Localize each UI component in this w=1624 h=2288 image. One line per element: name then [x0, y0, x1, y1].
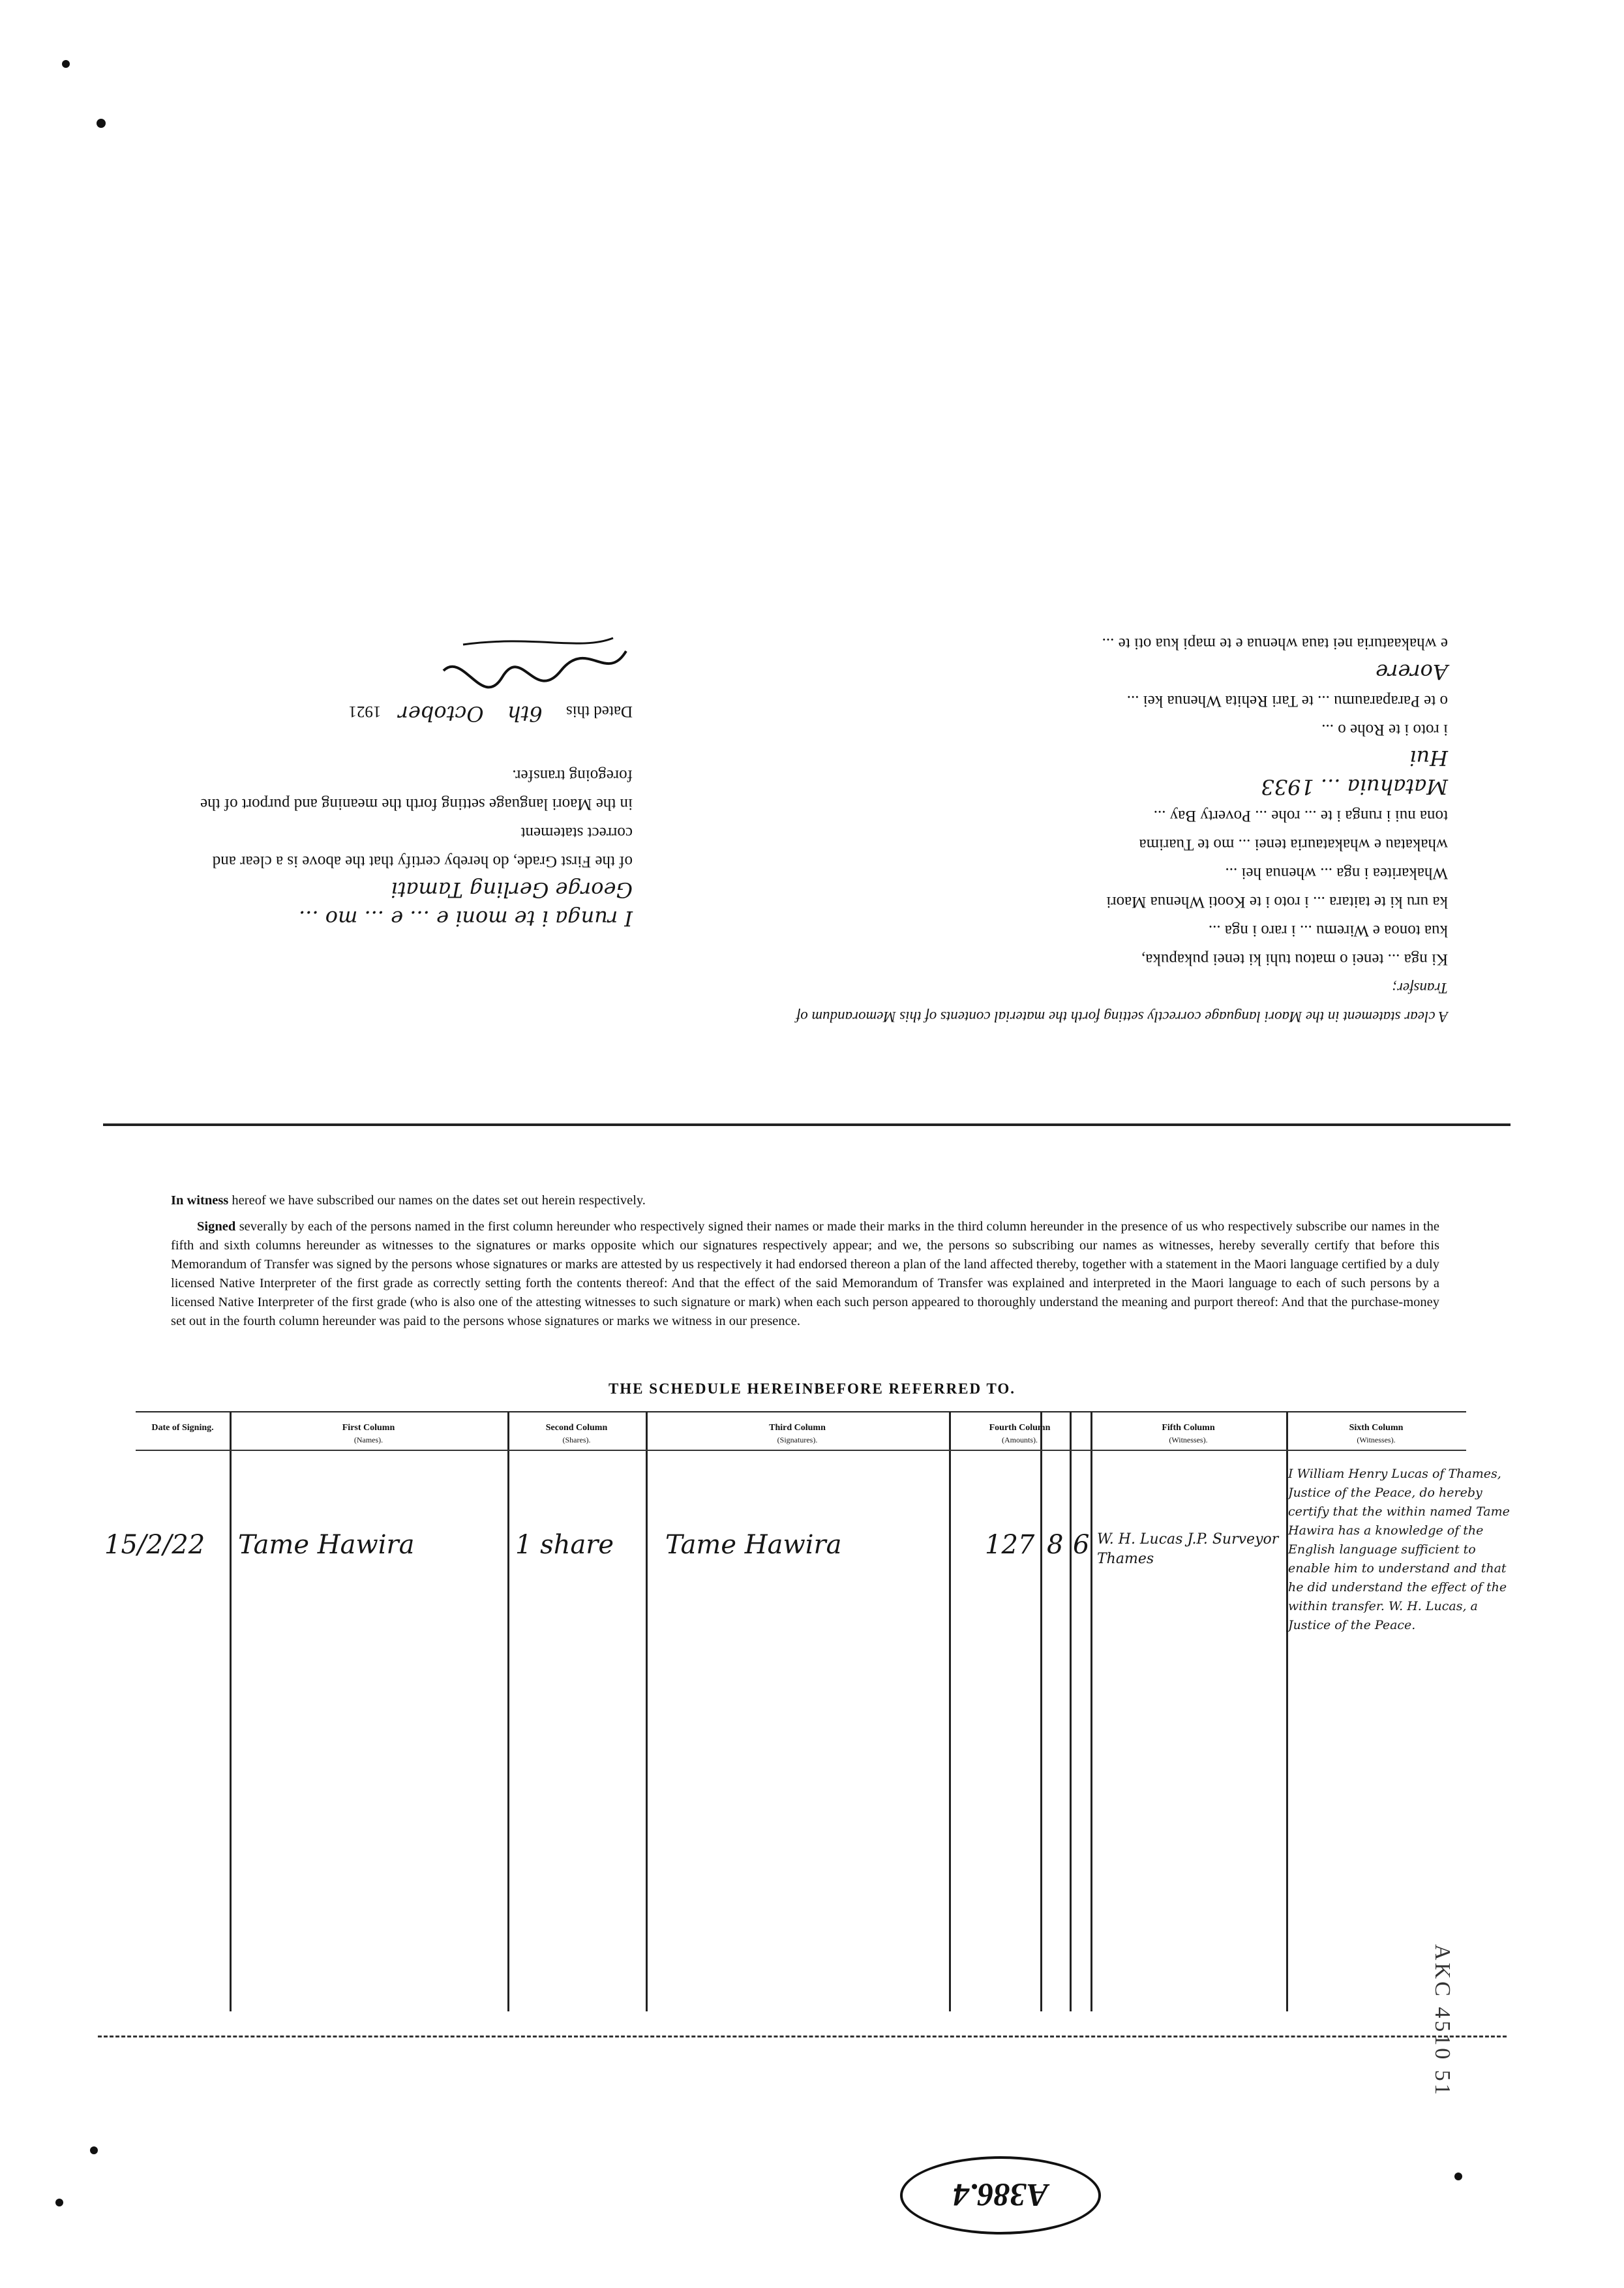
- maori-line: ka uru ki te taitara ... i roto i te Kooti Whenua Maori: [1106, 893, 1448, 911]
- scan-speck: [97, 119, 106, 128]
- maori-line: kua tonoa e Wiremu ... i raro i nga ...: [1208, 922, 1448, 939]
- interpreter-signature: [437, 632, 633, 690]
- scan-speck: [62, 60, 70, 68]
- attestation-paragraph: [171, 1217, 1439, 1331]
- bottom-rule: [98, 2036, 1507, 2037]
- header-third-column: Third Column (Signatures).: [769, 1423, 826, 1444]
- header-underline: [136, 1450, 1466, 1451]
- cell-signature: Tame Hawira: [665, 1530, 842, 1560]
- dated-day: 6th: [507, 701, 543, 726]
- column-rule: [1040, 1411, 1042, 2011]
- schedule-top-rule: [136, 1411, 1466, 1412]
- maori-line: Ki nga ... tenei o matou tuhi ki tenei pukapuka,: [1141, 951, 1448, 968]
- header-date: Date of Signing.: [151, 1423, 214, 1433]
- cell-name: Tame Hawira: [238, 1530, 415, 1560]
- scan-speck: [55, 2199, 63, 2206]
- maori-line: i roto i te Rohe o ...: [1321, 721, 1448, 739]
- header-second-column: Second Column (Shares).: [545, 1423, 608, 1444]
- certification-line: in the Maori language setting forth the meaning and purport of the foregoing transfer.: [200, 767, 633, 813]
- handwritten-entry: Matahuia ... 1933: [1261, 774, 1448, 799]
- cell-amount-pounds: 127: [985, 1530, 1035, 1560]
- signed-lead: Signed: [197, 1219, 236, 1234]
- column-rule: [1070, 1411, 1072, 2011]
- maori-line: Whakaritea i nga ... whenua hei ...: [1225, 864, 1448, 882]
- dated-year: 1921: [348, 703, 382, 720]
- column-rule: [646, 1411, 648, 2011]
- column-rule: [230, 1411, 232, 2011]
- in-witness-lead: In witness: [171, 1193, 229, 1208]
- certification-line: of the First Grade, do hereby certify that the above is a clear and correct statement: [212, 824, 633, 870]
- header-first-column: First Column (Names).: [342, 1423, 395, 1444]
- cell-witness-fifth: W. H. Lucas J.P. Surveyor Thames: [1097, 1531, 1279, 1567]
- maori-statement-block: [163, 365, 1448, 1031]
- attestation-text: severally by each of the persons named in the first column hereunder who respectively signed their names or made their marks in the third column hereunder in the presence of us who respectively subscribe our names in the fifth and sixth columns hereunder as witnesses to the signatures or marks opposite which our signatures respectively appear; and we, the persons so subscribing our names as witnesses, hereby severally certify that before this Memorandum of Transfer was signed by the persons whose signatures or marks are attested by us respectively it had endorsed thereon a plan of the land affected thereby, together with a statement in the Maori language certified by a duly licensed Native Interpreter of the first grade as correctly setting forth the contents thereof: And that the effect of the said Memorandum of Transfer was explained and interpreted in the Maori language to each of such persons by a licensed Native Interpreter of the first grade (who is also one of the attesting witnesses to such signature or mark) when each such person appeared to thoroughly understand the meaning and purport thereof: And that the purchase-money set out in the fourth column hereunder was paid to the persons whose signatures or marks we witness in our presence.: [171, 1219, 1440, 1328]
- handwritten-entry: Aorere: [1376, 660, 1448, 684]
- dated-prefix: Dated this: [565, 703, 633, 720]
- schedule-title: THE SCHEDULE HEREINBEFORE REFERRED TO.: [608, 1380, 1016, 1397]
- maori-line: whakatau e whakatauria tenei ... mo te Tuarima: [1139, 836, 1448, 853]
- column-rule: [1090, 1411, 1092, 2011]
- maori-line: tona nui i runga i te ... rohe ... Poverty Bay ...: [1153, 807, 1448, 825]
- header-fourth-column: Fourth Column (Amounts).: [989, 1423, 1051, 1444]
- interpreter-name: George Gerling Tamati: [391, 877, 633, 902]
- witness-intro: [171, 1191, 1439, 1210]
- cell-amount-shillings: 8: [1047, 1530, 1064, 1560]
- dated-month: October: [398, 701, 484, 726]
- cell-date: 15/2/22: [104, 1530, 205, 1560]
- cell-share: 1 share: [515, 1530, 614, 1560]
- column-rule: [949, 1411, 951, 2011]
- scan-speck: [90, 2146, 98, 2154]
- interpreter-paragraph: I runga i te moni e ... e ... mo ...: [299, 906, 633, 931]
- handwritten-entry: Hui: [1409, 746, 1448, 770]
- maori-line: e whakaaturia nei taua whenua e te mapi kua oti te ...: [1102, 635, 1448, 652]
- archive-reference: AKC 4510 51: [1430, 1944, 1454, 2097]
- header-sixth-column: Sixth Column (Witnesses).: [1349, 1423, 1404, 1444]
- statement-heading: A clear statement in the Maori language correctly setting forth the material contents of this Memorandum of Transfer;: [796, 980, 1448, 1025]
- cell-amount-pence: 6: [1073, 1530, 1090, 1560]
- maori-line: o te Paraparaumu ... te Tari Rehita Whenua kei ...: [1126, 692, 1448, 710]
- scan-speck: [1454, 2173, 1462, 2180]
- header-fifth-column: Fifth Column (Witnesses).: [1162, 1423, 1215, 1444]
- column-rule: [507, 1411, 509, 2011]
- cell-witness-sixth: I William Henry Lucas of Thames, Justice of the Peace, do hereby certify that the within named Tame Hawira has a knowledge of the English language sufficient to enable him to understand and that he did understand the effect of the within transfer. W. H. Lucas, a Justice of the Peace.: [1288, 1467, 1510, 1632]
- section-divider: [103, 1123, 1511, 1126]
- archive-stamp: A386.4: [900, 2156, 1101, 2235]
- in-witness-text: hereof we have subscribed our names on the dates set out herein respectively.: [232, 1193, 646, 1208]
